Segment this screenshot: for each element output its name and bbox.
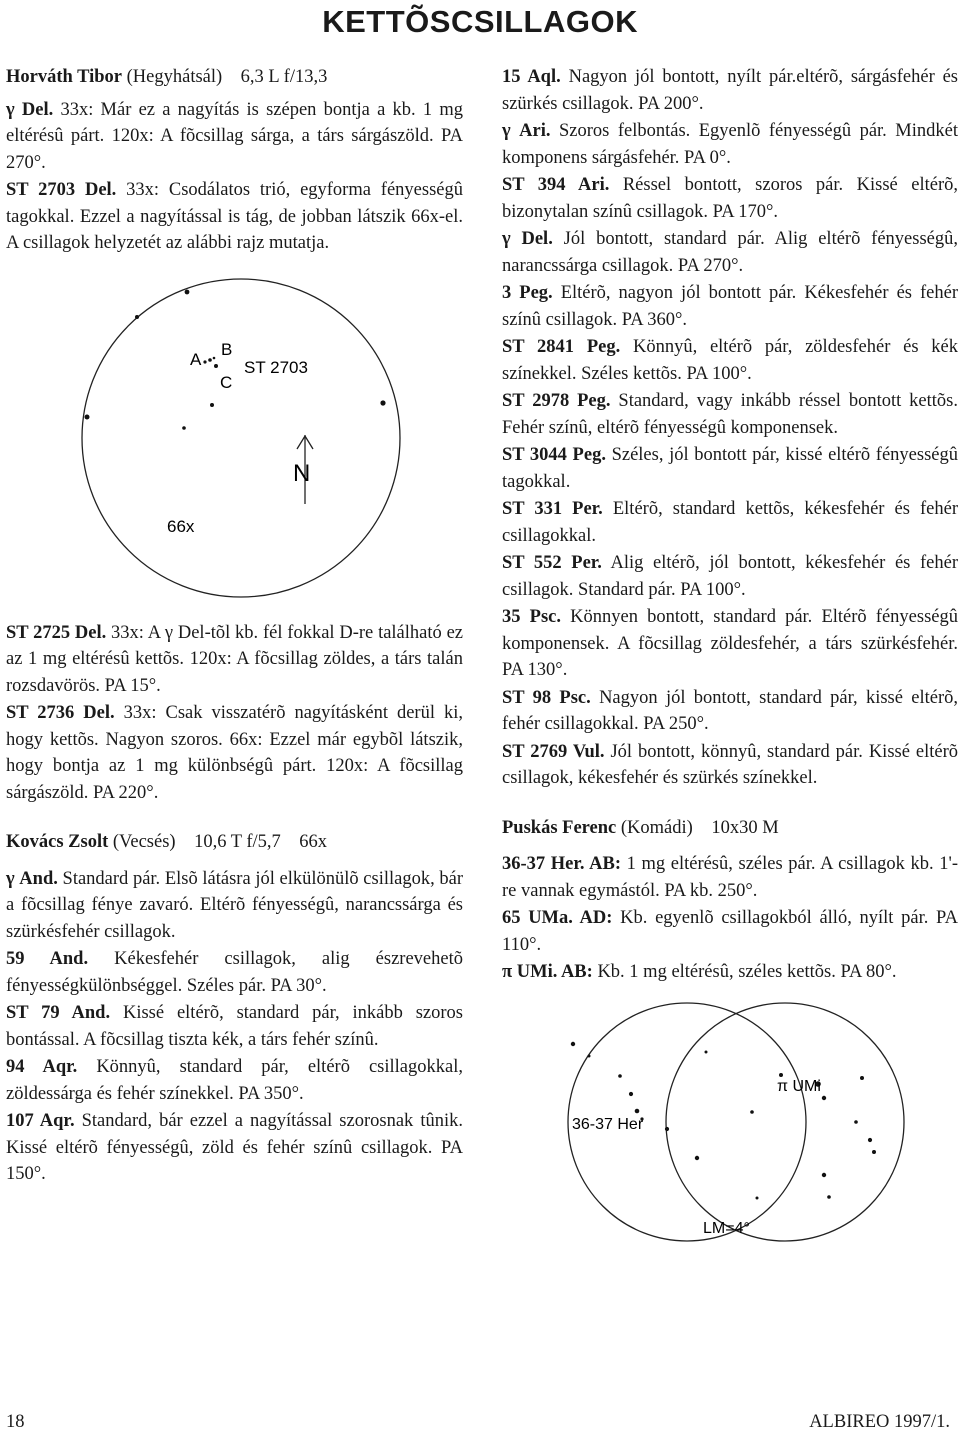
star-name: ST 552 Per. [502, 553, 602, 573]
field-circle [82, 279, 400, 597]
observer-header [6, 829, 463, 856]
label-c: C [220, 372, 233, 392]
entry-text: Kékesfehér csillagok, alig észrevehetõ fényességkülönbséggel. Széles pár. PA 30°. [6, 949, 463, 996]
north-label: N [293, 459, 311, 487]
star-dot [860, 1076, 864, 1080]
entry [502, 172, 958, 225]
star-dot [588, 1054, 591, 1057]
label-pi-umi: π UMi [777, 1077, 821, 1095]
left-column [6, 64, 463, 1189]
entry [502, 334, 958, 387]
star-name: γ Del. [6, 99, 54, 120]
star-name: ST 2769 Vul. [502, 741, 605, 762]
star-dot [85, 414, 90, 419]
star-name: ST 2725 Del. [6, 622, 107, 643]
star-dot [665, 1126, 669, 1130]
entry-text: Standard, vagy inkább réssel bontott kettõs. Fehér színû, eltérõ fényességû komponensek. [502, 391, 958, 438]
entry [6, 946, 463, 999]
entry-text: Standard, bár ezzel a nagyítással szorosnak tûnik. Kissé eltérõ fényességû, zöld és fehér színû csillagok. PA 150°. [6, 1111, 463, 1184]
entry-text: Széles, jól bontott pár, kissé eltérõ fényességû tagokkal. [502, 445, 959, 492]
entry-text: Kissé eltérõ, standard pár, inkább szoros bontással. A fõcsillag tiszta kék, a társ fehér színû. [6, 1003, 463, 1050]
observer-header [6, 64, 463, 91]
star-dot [380, 400, 385, 405]
entry-text: 33x: Csak visszatérõ nagyításként derül ki, hogy kettõs. Nagyon szoros. 66x: Ezzel már egybõl látszik, hogy bontja az 1 mg különbségû párt. 120x: A fõcsillag sárgászöld. PA 220°. [6, 703, 463, 803]
entry [502, 226, 958, 279]
star-dot [182, 426, 186, 430]
star-name: 36-37 Her. AB: [502, 854, 621, 874]
star-name: ST 331 Per. [502, 499, 603, 519]
star-name: ST 2841 Peg. [502, 337, 621, 357]
observer-instrument: 10x30 M [711, 817, 779, 838]
star-name: γ And. [6, 868, 58, 889]
page-number: 18 [6, 1412, 25, 1432]
entry-text: Nagyon jól bontott, standard pár, kissé eltérõ, fehér csillagokkal. PA 250°. [502, 687, 959, 734]
star-dot [203, 360, 206, 363]
field-circle [666, 1003, 904, 1241]
star-dot [618, 1074, 622, 1078]
observer-name: Horváth Tibor [6, 67, 122, 87]
observer-instrument: 6,3 L f/13,3 [240, 67, 328, 87]
entry [502, 550, 958, 603]
star-dot [571, 1041, 575, 1045]
entry-text: Alig eltérõ, jól bontott, kékesfehér és fehér csillagok. Standard pár. PA 100°. [502, 553, 958, 600]
entry [502, 739, 958, 792]
entry [6, 1108, 463, 1188]
entry [502, 959, 958, 986]
star-dot [854, 1120, 858, 1124]
north-arrow-icon [293, 435, 313, 504]
entry [502, 118, 958, 171]
star-dot [695, 1155, 699, 1159]
entry [6, 866, 463, 946]
entry [502, 685, 958, 738]
entry [502, 905, 958, 958]
star-dot [822, 1172, 826, 1176]
entry [6, 700, 463, 806]
right-column [502, 64, 958, 1245]
entry [6, 620, 463, 700]
star-drawing-her-umi [502, 1000, 958, 1245]
star-dot [872, 1150, 876, 1154]
entry [502, 442, 958, 495]
star-dot [185, 289, 190, 294]
star-name: ST 79 And. [6, 1003, 111, 1023]
observer-name: Kovács Zsolt [6, 832, 109, 852]
star-name: π UMi. AB: [502, 962, 593, 982]
entry [6, 1054, 463, 1107]
observer-instrument: 10,6 T f/5,7 66x [194, 832, 327, 852]
label-magnification: 66x [167, 516, 195, 536]
entry-text: 33x: Csodálatos trió, egyforma fényességû tagokkal. Ezzel a nagyítással is tág, de jobban látszik 66x-el. A csillagok helyzetét az alábbi rajz mutatja. [6, 180, 463, 253]
entry [502, 496, 958, 549]
star-name: 94 Aqr. [6, 1057, 78, 1077]
observer-location: (Komádi) [616, 817, 693, 838]
star-name: 3 Peg. [502, 283, 553, 303]
entry-text: Könnyû, eltérõ pár, zöldesfehér és kék színekkel. Széles kettõs. PA 100°. [502, 337, 958, 384]
star-name: ST 394 Ari. [502, 175, 610, 195]
star-name: 59 And. [6, 949, 89, 969]
entry-text: Standard pár. Elsõ látásra jól elkülönülõ csillagok, bár a fõcsillag fénye zavaró. Eltérõ fényességû, narancssárga és szürkésfehér csillagok. [6, 868, 463, 942]
star-drawing-st2703 [6, 258, 463, 620]
entry-text: Eltérõ, nagyon jól bontott pár. Kékesfehér és fehér színû csillagok. PA 360°. [502, 283, 959, 330]
star-dot [629, 1091, 633, 1095]
entry-text: Könnyen bontott, standard pár. Eltérõ fényességû komponensek. A fõcsillag zöldesfehér, a társ szürkésfehér. PA 130°. [502, 607, 958, 680]
star-dot [822, 1095, 826, 1099]
star-name: ST 98 Psc. [502, 687, 591, 708]
star-name: 15 Aql. [502, 67, 561, 87]
star-name: ST 2703 Del. [6, 180, 117, 200]
label-limiting-magnitude: LM=4° [703, 1219, 750, 1237]
entry [502, 604, 958, 684]
star-name: ST 3044 Peg. [502, 445, 606, 465]
entry [6, 97, 463, 177]
label-st2703: ST 2703 [244, 357, 308, 377]
journal-footer: ALBIREO 1997/1. [809, 1412, 950, 1432]
entry-text: Kb. 1 mg eltérésû, széles kettõs. PA 80°. [592, 962, 897, 982]
entry [502, 64, 958, 117]
star-name: 107 Aqr. [6, 1111, 75, 1131]
star-dot [705, 1050, 708, 1053]
entry-text: Nagyon jól bontott, nyílt pár.eltérõ, sárgásfehér és szürkés csillagok. PA 200°. [502, 67, 958, 114]
star-name: ST 2736 Del. [6, 703, 115, 723]
entry-text: Könnyû, standard pár, eltérõ csillagokkal, zöldessárga és fehér színekkel. PA 350°. [6, 1057, 463, 1104]
entry-text: Kb. egyenlõ csillagokból álló, nyílt pár. PA 110°. [502, 908, 958, 955]
star-dot [868, 1137, 872, 1141]
entry-text: 33x: A γ Del-tõl kb. fél fokkal D-re található ez az 1 mg eltérésû kettõs. 120x: A fõcsillag zöldes, a társ talán rozsdavörös. PA 15°. [6, 622, 463, 696]
label-a: A [190, 349, 202, 369]
star-dot [756, 1196, 759, 1199]
entry-text: 33x: Már ez a nagyítás is szépen bontja a kb. 1 mg eltérésû párt. 120x: A fõcsillag sárga, a társ sárgászöld. PA 270°. [6, 99, 463, 173]
entry-text: 1 mg eltérésû, széles pár. A csillagok kb. 1'-re vannak egymástól. PA kb. 250°. [502, 854, 958, 901]
observer-name: Puskás Ferenc [502, 817, 617, 838]
entry-text: Réssel bontott, szoros pár. Kissé eltérõ, bizonytalan színû csillagok. PA 170°. [502, 175, 958, 222]
star-name: γ Del. [502, 229, 553, 249]
observer-location: (Hegyhátsál) [122, 67, 223, 87]
star-name: 65 UMa. AD: [502, 908, 613, 928]
entry [502, 280, 958, 333]
star-dot [827, 1195, 831, 1199]
observer-header [502, 815, 958, 842]
page-title: KETTÕSCSILLAGOK [322, 4, 638, 39]
star-dot [750, 1110, 754, 1114]
entry [6, 177, 463, 257]
star-dot [208, 358, 212, 362]
star-dot [213, 356, 216, 359]
label-b: B [221, 339, 233, 359]
entry [502, 388, 958, 441]
star-name: ST 2978 Peg. [502, 391, 611, 411]
star-dot [635, 1108, 640, 1113]
star-dot [779, 1073, 783, 1077]
star-dot [214, 364, 218, 368]
star-name: 35 Psc. [502, 607, 561, 627]
star-name: γ Ari. [502, 121, 551, 141]
entry-text: Jól bontott, standard pár. Alig eltérõ fényességû, narancssárga csillagok. PA 270°. [502, 229, 958, 276]
entry [6, 1000, 463, 1053]
star-dot [135, 315, 139, 319]
observer-location: (Vecsés) [108, 832, 176, 852]
entry-text: Jól bontott, könnyû, standard pár. Kissé eltérõ csillagok, kékesfehér és szürkés színekkel. [502, 741, 958, 788]
entry-text: Eltérõ, standard kettõs, kékesfehér és fehér csillagokkal. [502, 499, 958, 546]
entry-text: Szoros felbontás. Egyenlõ fényességû pár. Mindkét komponens sárgásfehér. PA 0°. [502, 121, 958, 168]
entry [502, 851, 958, 904]
label-36-37-her: 36-37 Her [572, 1115, 644, 1133]
star-dot [210, 403, 214, 407]
